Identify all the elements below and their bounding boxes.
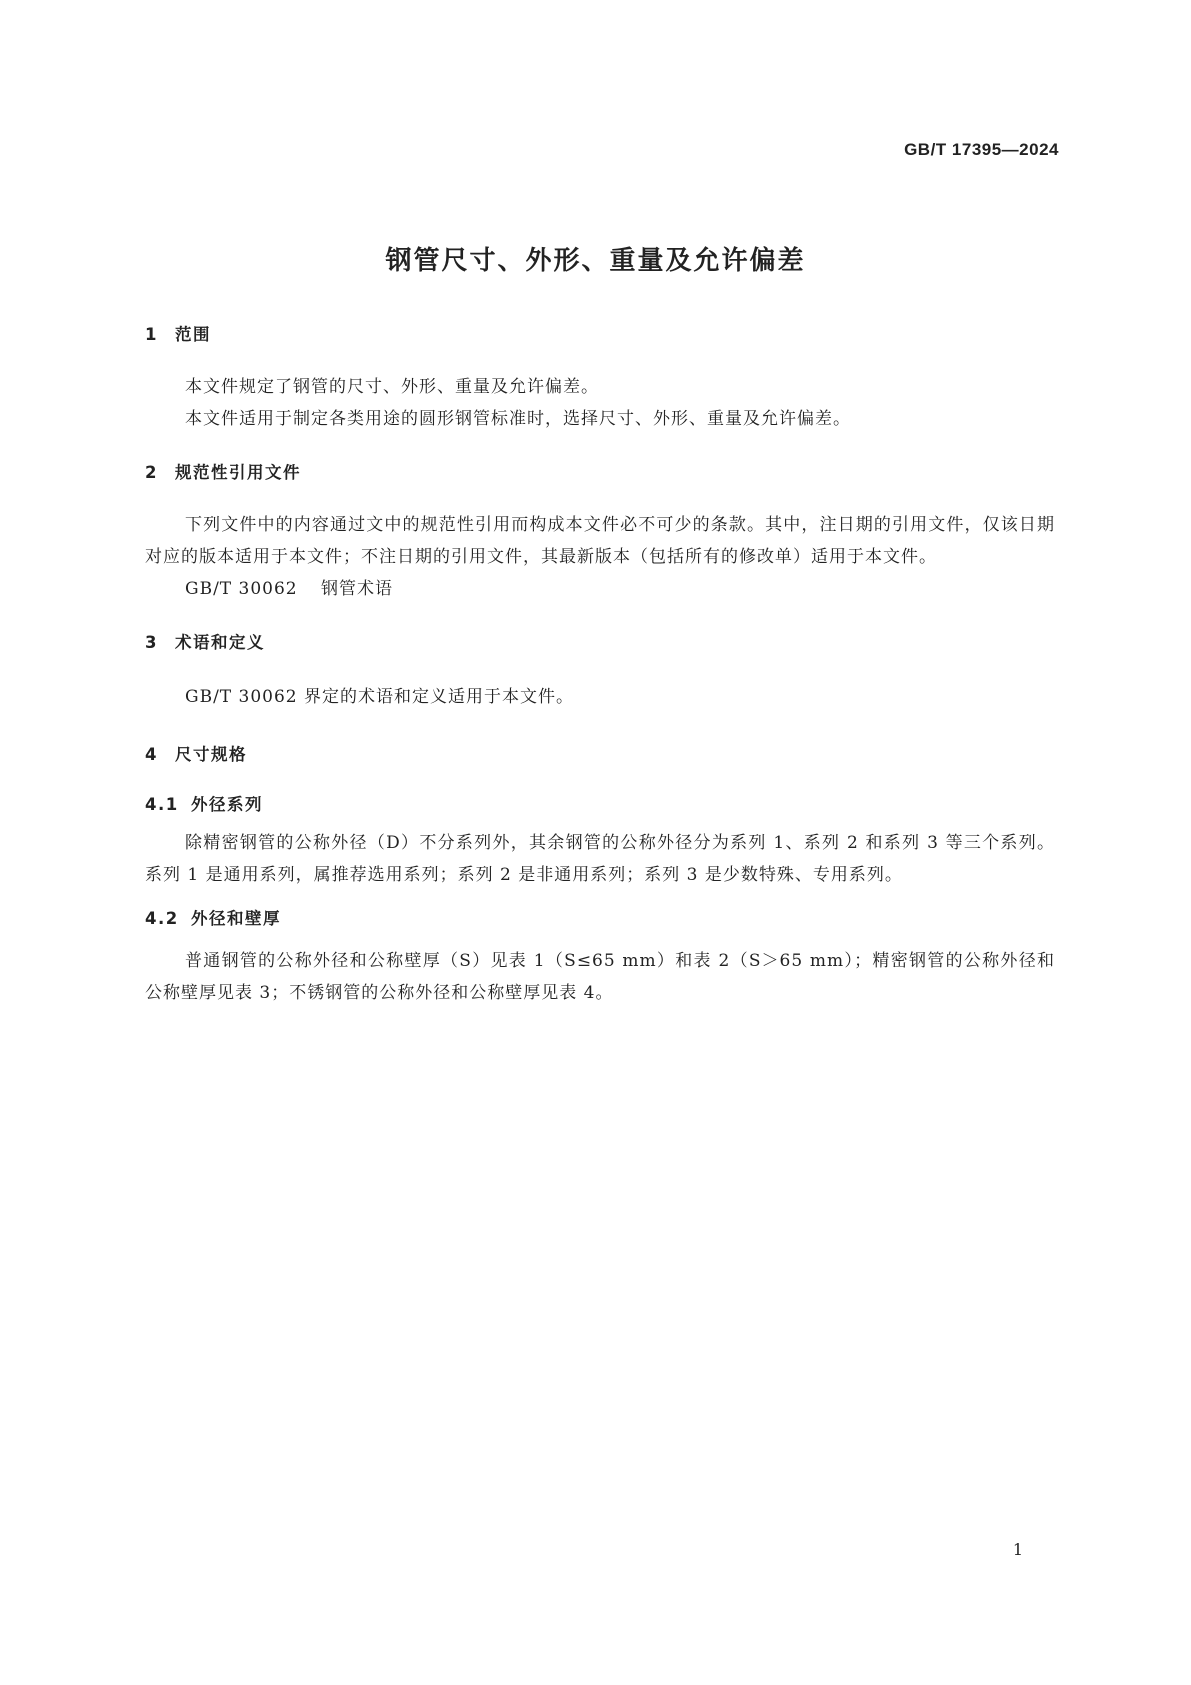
section-title: 术语和定义 — [175, 633, 265, 652]
section-number: 1 — [145, 325, 158, 344]
section-4-heading — [145, 741, 1055, 765]
section-number: 2 — [145, 463, 158, 482]
section-1-paragraph-2: 本文件适用于制定各类用途的圆形钢管标准时，选择尺寸、外形、重量及允许偏差。 — [185, 409, 851, 429]
subsection-4-2-heading — [145, 905, 1055, 929]
section-3-paragraph-1: GB/T 30062 界定的术语和定义适用于本文件。 — [185, 687, 575, 707]
document-body — [145, 325, 1055, 1009]
subsection-number: 4.1 — [145, 795, 179, 814]
reference-code: GB/T 30062 — [185, 579, 298, 599]
section-number: 4 — [145, 745, 158, 764]
subsection-number: 4.2 — [145, 909, 179, 928]
section-title: 规范性引用文件 — [175, 463, 301, 482]
standard-code: GB/T 17395—2024 — [904, 140, 1059, 159]
section-1-paragraph-1: 本文件规定了钢管的尺寸、外形、重量及允许偏差。 — [185, 377, 599, 397]
section-1-heading — [145, 321, 1055, 345]
section-title: 尺寸规格 — [175, 745, 247, 764]
subsection-4-1-heading — [145, 791, 1055, 815]
reference-title: 钢管术语 — [321, 579, 393, 599]
section-2-heading — [145, 459, 1055, 483]
normative-reference — [145, 573, 1055, 605]
subsection-4-1-paragraph-1: 除精密钢管的公称外径（D）不分系列外，其余钢管的公称外径分为系列 1、系列 2 和系列 3 等三个系列。系列 1 是通用系列，属推荐选用系列；系列 2 是非通用系列；系列 3 是少数特殊、专用系列。 — [145, 833, 1055, 885]
section-2-paragraph-1: 下列文件中的内容通过文中的规范性引用而构成本文件必不可少的条款。其中，注日期的引用文件，仅该日期对应的版本适用于本文件；不注日期的引用文件，其最新版本（包括所有的修改单）适用于本文件。 — [145, 515, 1055, 567]
section-number: 3 — [145, 633, 158, 652]
subsection-title: 外径和壁厚 — [191, 909, 281, 928]
page-number: 1 — [1012, 1540, 1023, 1559]
subsection-title: 外径系列 — [191, 795, 263, 814]
section-3-heading — [145, 629, 1055, 653]
subsection-4-2-paragraph-1: 普通钢管的公称外径和公称壁厚（S）见表 1（S≤65 mm）和表 2（S＞65 mm）；精密钢管的公称外径和公称壁厚见表 3；不锈钢管的公称外径和公称壁厚见表 4。 — [145, 951, 1055, 1003]
document-title: 钢管尺寸、外形、重量及允许偏差 — [385, 246, 806, 276]
section-title: 范围 — [175, 325, 211, 344]
